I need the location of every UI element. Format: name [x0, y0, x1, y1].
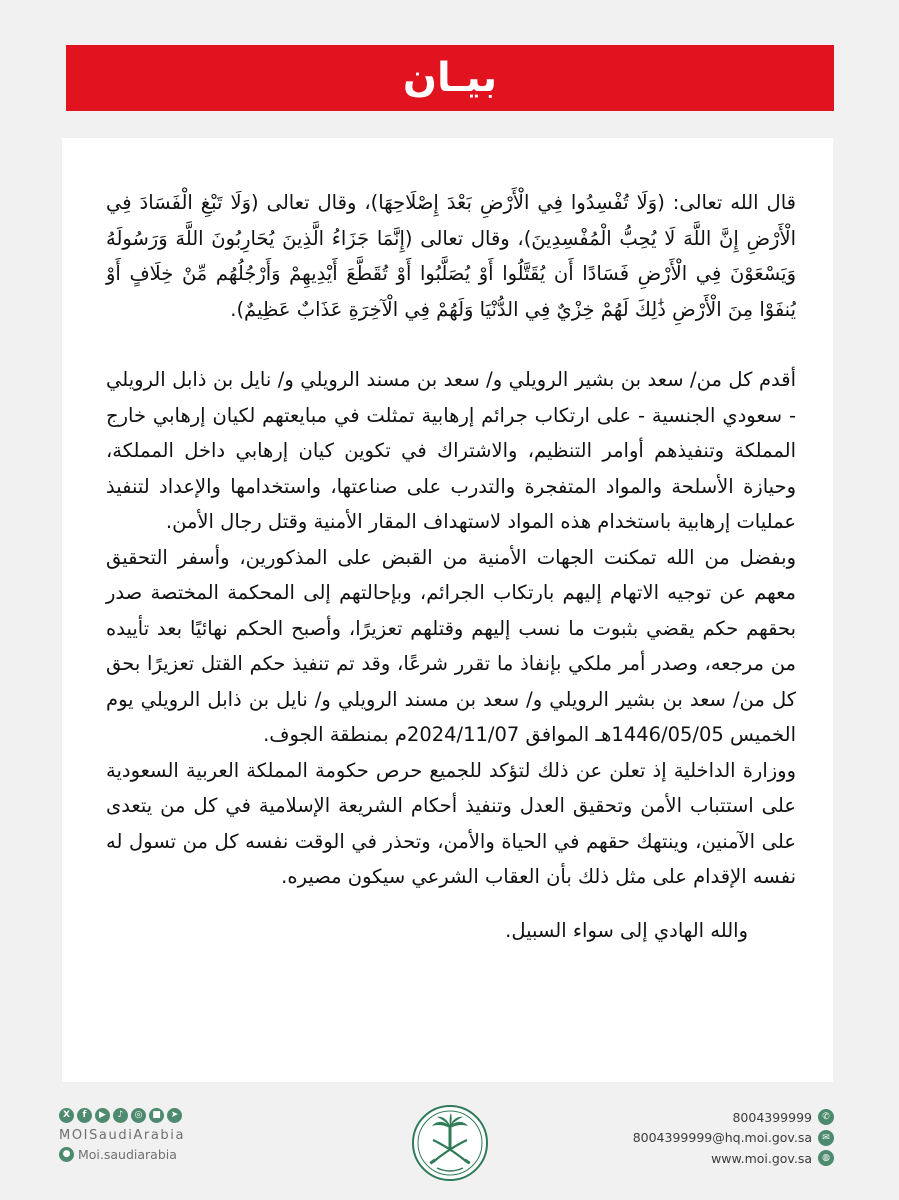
email-address: 8004399999@hq.moi.gov.sa	[632, 1130, 812, 1146]
quran-verses-paragraph: قال الله تعالى: (وَلَا تُفْسِدُوا فِي الْأَرْضِ بَعْدَ إِصْلَاحِهَا)، وقال تعالى (وَلَا تَبْغِ الْفَسَادَ فِي الْأَرْضِ إِنَّ اللَّهَ لَا يُحِبُّ الْمُفْسِدِينَ)، وقال تعالى (إِنَّمَا جَزَاءُ الَّذِينَ يُحَارِبُونَ اللَّهَ وَرَسُولَهُ وَيَسْعَوْنَ فِي الْأَرْضِ فَسَادًا أَن يُقَتَّلُوا أَوْ يُصَلَّبُوا أَوْ تُقَطَّعَ أَيْدِيهِمْ وَأَرْجُلُهُم مِّنْ خِلَافٍ أَوْ يُنفَوْا مِنَ الْأَرْضِ ذَٰلِكَ لَهُمْ خِزْيٌ فِي الدُّنْيَا وَلَهُمْ فِي الْآخِرَةِ عَذَابٌ عَظِيمٌ).	[106, 191, 796, 321]
email-row[interactable]	[633, 1128, 834, 1149]
closing-line: والله الهادي إلى سواء السبيل.	[505, 918, 748, 942]
social-handle[interactable]: MOISaudiArabia	[59, 1128, 186, 1143]
email-icon: ✉	[818, 1130, 834, 1146]
arrest-execution-paragraph: وبفضل من الله تمكنت الجهات الأمنية من القبض على المذكورين، وأسفر التحقيق معهم عن توجيه الاتهام إليهم بارتكاب الجرائم، وبإحالتهم إلى المحكمة المختصة صدر بحقهم حكم يقضي بثبوت ما نسب إليهم وقتلهم تعزيرًا، وأصبح الحكم نهائيًا بعد تأييده من مرجعه، وصدر أمر ملكي بإنفاذ ما تقرر شرعًا، وقد تم تنفيذ حكم القتل تعزيرًا بحق كل من/ سعد بن بشير الرويلي و/ سعد بن مسند الرويلي و/ نايل بن ذابل الرويلي يوم الخميس 1446/05/05هـ الموافق 2024/11/07م بمنطقة الجوف.	[106, 545, 796, 746]
website-url: www.moi.gov.sa	[711, 1150, 812, 1166]
facebook-icon[interactable]: f	[77, 1108, 92, 1123]
snapchat-row[interactable]	[59, 1147, 259, 1162]
snapchat-handle: Moi.saudiarabia	[78, 1147, 177, 1162]
social-icons-row	[59, 1108, 259, 1123]
youtube-icon[interactable]: ▶	[95, 1108, 110, 1123]
social-footer	[59, 1108, 259, 1162]
globe-icon: ◍	[818, 1150, 834, 1166]
phone-number: 8004399999	[732, 1109, 812, 1125]
tiktok-icon[interactable]: ♪	[113, 1108, 128, 1123]
instagram-icon[interactable]: ◎	[131, 1108, 146, 1123]
x-icon[interactable]: X	[59, 1108, 74, 1123]
contact-footer	[633, 1107, 834, 1169]
snapchat-icon: ●	[59, 1147, 74, 1162]
crimes-paragraph: أقدم كل من/ سعد بن بشير الرويلي و/ سعد بن مسند الرويلي و/ نايل بن ذابل الرويلي - سعودي الجنسية - على ارتكاب جرائم إرهابية تمثلت في مبايعتهم لكيان إرهابي خارج المملكة وتنفيذهم أوامر التنظيم، والاشتراك في تكوين كيان إرهابي داخل المملكة، وحيازة الأسلحة والمواد المتفجرة والتدرب على صناعتها، واستخدامها والإعداد لتنفيذ عمليات إرهابية باستخدام هذه المواد لاستهداف المقار الأمنية وقتل رجال الأمن.	[106, 368, 796, 533]
website-row[interactable]	[633, 1148, 834, 1169]
video-icon[interactable]: ■	[149, 1108, 164, 1123]
phone-icon: ✆	[818, 1109, 834, 1125]
telegram-icon[interactable]: ➤	[167, 1108, 182, 1123]
ministry-notice-paragraph: ووزارة الداخلية إذ تعلن عن ذلك لتؤكد للجميع حرص حكومة المملكة العربية السعودية على استتباب الأمن وتحقيق العدل وتنفيذ أحكام الشريعة الإسلامية في كل من يتعدى على الآمنين، وينتهك حقهم في الحياة والأمن، وتحذر في الوقت نفسه كل من تسول له نفسه الإقدام على مثل ذلك بأن العقاب الشرعي سيكون مصيره.	[106, 758, 796, 888]
page-title: بيـان	[402, 55, 498, 101]
statement-body	[106, 185, 796, 948]
phone-row[interactable]	[633, 1107, 834, 1128]
title-banner	[66, 45, 834, 111]
saudi-emblem-icon	[411, 1104, 489, 1182]
